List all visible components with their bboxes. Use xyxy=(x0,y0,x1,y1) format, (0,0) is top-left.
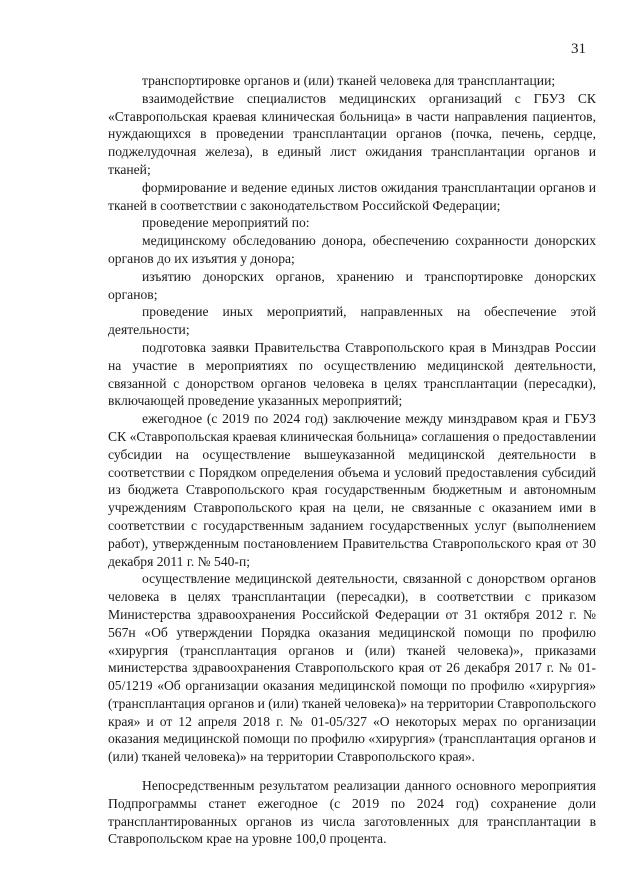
paragraph: осуществление медицинской деятельности, связанной с донорством органов человека в целях трансплантации (пересадки), в соответствии с приказом Министерства здравоохранения Российской Федерации от 31 октября 2012 г. № 567н «Об утверждении Порядка оказания медицинской помощи по профилю «хирургия (трансплантация органов и (или) тканей человека)», приказами министерства здравоохранения Ставропольского края от 26 декабря 2017 г. № 01-05/1219 «Об организации оказания медицинской помощи по профилю «хирургия» (трансплантация органов и (или) тканей человека)» на территории Ставропольского края» и от 12 апреля 2018 г. № 01-05/327 «О некоторых мерах по организации оказания медицинской помощи по профилю «хирургия» (трансплантация органов и (или) тканей человека)» на территории Ставропольского края». xyxy=(108,571,596,765)
paragraph: медицинскому обследованию донора, обеспечению сохранности донорских органов до их изъятия у донора; xyxy=(108,233,596,266)
result-paragraph: Непосредственным результатом реализации данного основного мероприятия Подпрограммы станет ежегодное (с 2019 по 2024 год) сохранение доли трансплантированных органов из числа заготовленных для трансплантации в Ставропольском крае на уровне 100,0 процента. xyxy=(108,778,596,847)
document-body xyxy=(108,72,596,848)
paragraph: проведение иных мероприятий, направленных на обеспечение этой деятельности; xyxy=(108,304,596,338)
paragraph: ежегодное (с 2019 по 2024 год) заключение между минздравом края и ГБУЗ СК «Ставропольская краевая клиническая больница» соглашения о предоставлении субсидии на осуществление вышеуказанной медицинской деятельности в соответствии с Порядком определения объема и условий предоставления субсидий из бюджета Ставропольского края государственным бюджетным и автономным учреждениям Ставропольского края на цели, не связанные с оказанием ими в соответствии с государственным заданием государственных услуг (выполнением работ), утвержденным постановлением Правительства Ставропольского края от 30 декабря 2011 г. № 540-п; xyxy=(108,411,596,569)
paragraph: транспортировке органов и (или) тканей человека для трансплантации; xyxy=(142,73,556,88)
paragraph: подготовка заявки Правительства Ставропольского края в Минздрав России на участие в мероприятиях по осуществлению медицинской деятельности, связанной с донорством органов человека в целях трансплантации (пересадки), включающей проведение указанных мероприятий; xyxy=(108,339,596,409)
paragraph: формирование и ведение единых листов ожидания трансплантации органов и тканей в соответствии с законодательством Российской Федерации; xyxy=(108,179,596,213)
paragraph: изъятию донорских органов, хранению и транспортировке донорских органов; xyxy=(108,268,596,302)
paragraph: проведение мероприятий по: xyxy=(142,215,310,231)
page-number: 31 xyxy=(571,41,586,57)
paragraph: взаимодействие специалистов медицинских организаций с ГБУЗ СК «Ставропольская краевая клиническая больница» в части направления пациентов, нуждающихся в проведении трансплантации органов (почка, печень, сердце, поджелудочная железа), в единый лист ожидания трансплантации органов и тканей; xyxy=(108,90,596,177)
